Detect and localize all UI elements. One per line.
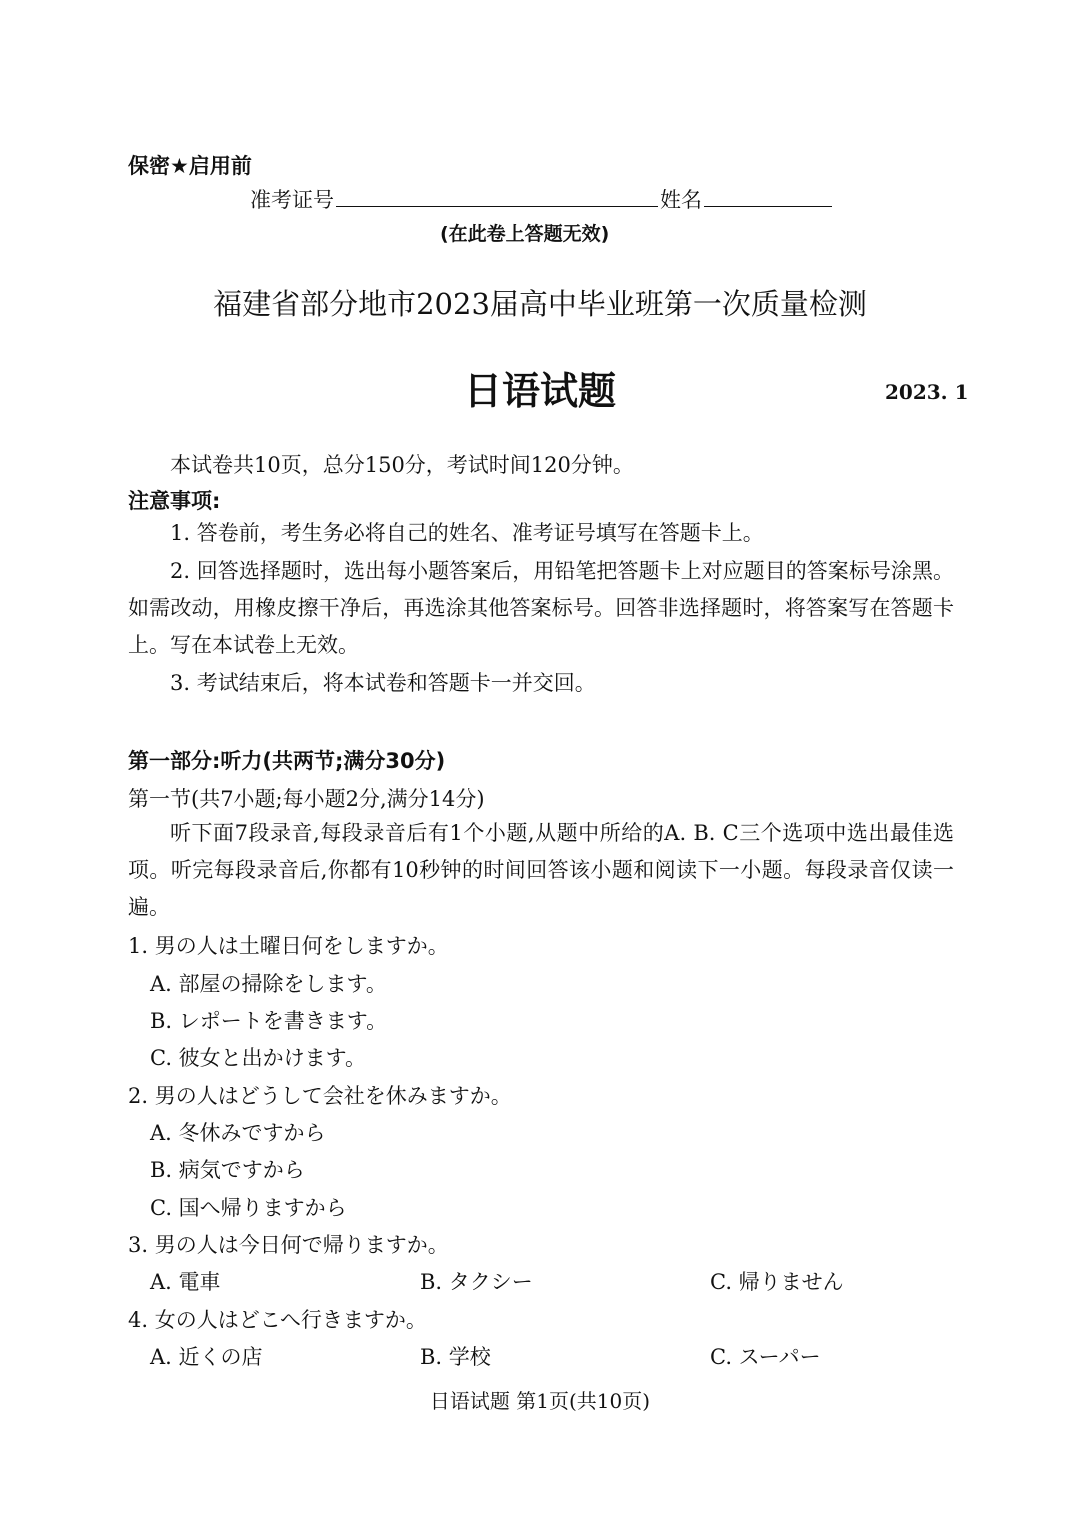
question-4-option-c: C. スーパー [710,1345,821,1369]
name-field [704,206,832,207]
subject-title: 日语试题 [463,369,616,413]
listening-instructions: 听下面7段录音,每段录音后有1个小题,从题中所给的A. B. C三个选项中选出最佳选项。听完每段录音后,你都有10秒钟的时间回答该小题和阅读下一小题。每段录音仅读一遍。 [128,821,954,919]
notice-heading: 注意事项: [128,489,221,513]
invalid-note: (在此卷上答题无效) [440,223,610,245]
subsection-heading: 第一节(共7小题;每小题2分,满分14分) [128,787,485,811]
question-1: 1. 男の人は土曜日何をしますか。 [128,934,449,958]
question-3-option-b: B. タクシー [420,1270,533,1294]
question-1-option-c: C. 彼女と出かけます。 [150,1046,366,1070]
question-3: 3. 男の人は今日何で帰りますか。 [128,1233,449,1257]
notice-item-2: 2. 回答选择题时，选出每小题答案后，用铅笔把答题卡上对应题目的答案标号涂黑。如需改动，用橡皮擦干净后，再选涂其他答案标号。回答非选择题时，将答案写在答题卡上。写在本试卷上无效。 [128,559,954,657]
question-4-option-a: A. 近くの店 [150,1345,263,1369]
confidential-label: 保密★启用前 [128,154,252,178]
question-1-option-a: A. 部屋の掃除をします。 [150,972,387,996]
question-4-option-b: B. 学校 [420,1345,491,1369]
question-3-option-c: C. 帰りません [710,1270,844,1294]
part-heading: 第一部分:听力(共两节;满分30分) [128,749,446,773]
question-2-option-b: B. 病気ですから [150,1158,305,1182]
exam-id-label: 准考证号 [250,188,334,212]
question-2-option-a: A. 冬休みですから [150,1121,326,1145]
notice-item-3: 3. 考试结束后，将本试卷和答题卡一并交回。 [170,671,596,695]
question-2: 2. 男の人はどうして会社を休みますか。 [128,1084,512,1108]
exam-date: 2023. 1 [885,380,969,404]
name-label: 姓名 [660,188,702,212]
question-2-option-c: C. 国へ帰りますから [150,1196,347,1220]
intro-text: 本试卷共10页，总分150分，考试时间120分钟。 [170,453,634,477]
question-4: 4. 女の人はどこへ行きますか。 [128,1308,427,1332]
exam-title: 福建省部分地市2023届高中毕业班第一次质量检测 [213,287,867,321]
exam-id-field [336,206,658,207]
question-1-option-b: B. レポートを書きます。 [150,1009,388,1033]
notice-item-1: 1. 答卷前，考生务必将自己的姓名、准考证号填写在答题卡上。 [170,521,764,545]
question-3-option-a: A. 電車 [150,1270,221,1294]
page-footer: 日语试题 第1页(共10页) [429,1389,651,1413]
